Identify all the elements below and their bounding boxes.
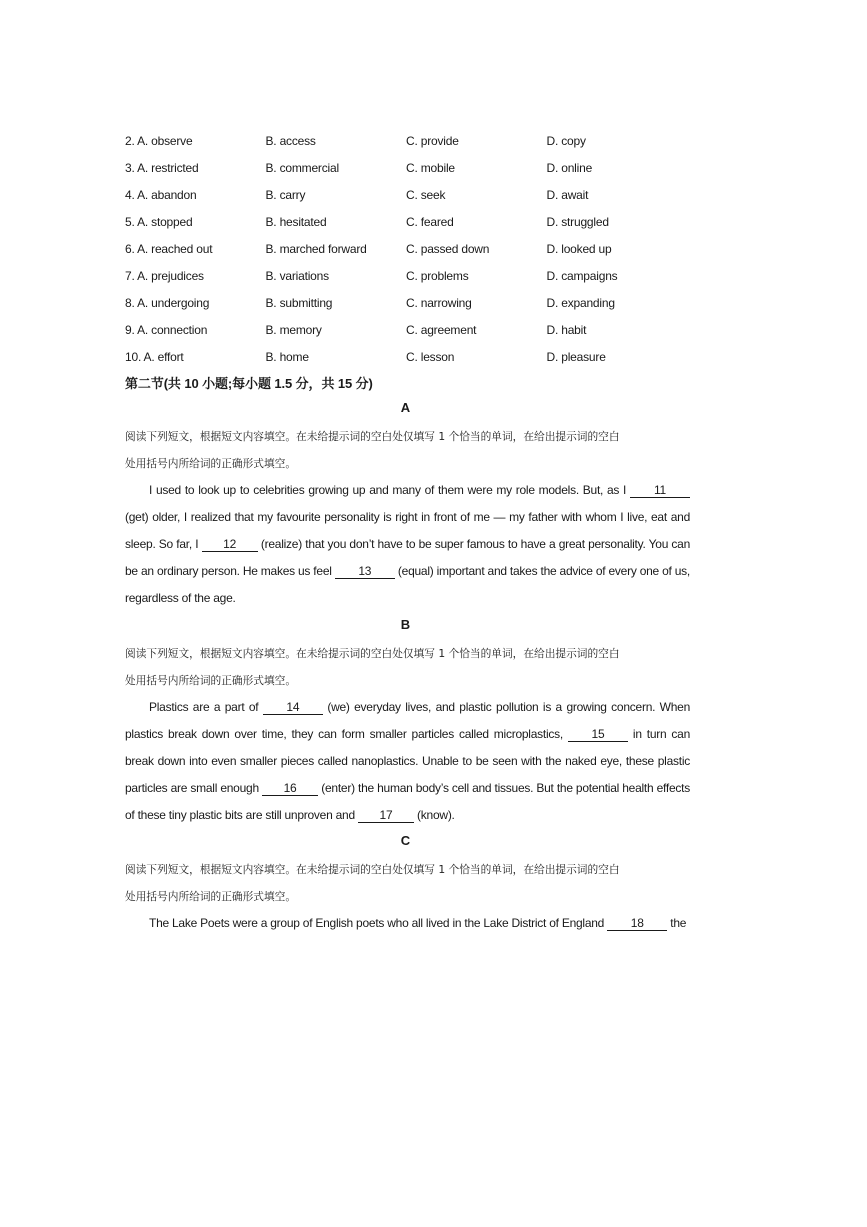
option-a: 4. A. abandon [125, 187, 197, 202]
passage-text: (we) everyday lives, and plastic pollution is a growing concern. When plastics break down over time, they can form smaller particles called microplastics, [125, 700, 691, 741]
passage-text: Plastics are a part of [149, 700, 263, 714]
option-b: B. memory [265, 322, 322, 337]
option-c: C. mobile [406, 160, 455, 175]
option-d: D. pleasure [546, 349, 606, 364]
passage-text: (realize) that you don’t have to be super famous to have a great personality. You can be an ordinary person. He makes us feel [125, 537, 690, 578]
instruction-line: 处用括号内所给词的正确形式填空。 [125, 674, 297, 687]
instruction-line: 处用括号内所给词的正确形式填空。 [125, 890, 297, 903]
instruction-line: 阅读下列短文，根据短文内容填空。在未给提示词的空白处仅填写 1 个恰当的单词，在给出提示词的空白 [125, 647, 620, 660]
option-row [125, 343, 745, 370]
instruction-line: 阅读下列短文，根据短文内容填空。在未给提示词的空白处仅填写 1 个恰当的单词，在给出提示词的空白 [125, 863, 620, 876]
part-a-label: A [400, 400, 411, 415]
option-row [125, 208, 745, 235]
blank-13[interactable]: 13 [335, 564, 395, 579]
option-c: C. provide [406, 133, 459, 148]
part-b-instructions [125, 640, 690, 694]
part-c-passage [125, 910, 690, 937]
option-d: D. copy [546, 133, 586, 148]
option-row [125, 289, 745, 316]
blank-15[interactable]: 15 [568, 727, 628, 742]
option-a: 2. A. observe [125, 133, 193, 148]
option-d: D. expanding [546, 295, 615, 310]
option-b: B. variations [265, 268, 329, 283]
option-d: D. looked up [546, 241, 612, 256]
option-b: B. home [265, 349, 309, 364]
option-row [125, 262, 745, 289]
instruction-line: 阅读下列短文，根据短文内容填空。在未给提示词的空白处仅填写 1 个恰当的单词，在给出提示词的空白 [125, 430, 620, 443]
option-row [125, 235, 745, 262]
blank-12[interactable]: 12 [202, 537, 258, 552]
option-d: D. await [546, 187, 589, 202]
choice-options-table [125, 127, 745, 370]
part-c-instructions [125, 856, 690, 910]
option-a: 10. A. effort [125, 349, 184, 364]
part-c-label: C [400, 833, 411, 848]
option-b: B. commercial [265, 160, 339, 175]
option-d: D. struggled [546, 214, 609, 229]
part-b-passage [125, 694, 690, 829]
option-b: B. submitting [265, 295, 333, 310]
option-a: 7. A. prejudices [125, 268, 204, 283]
blank-16[interactable]: 16 [262, 781, 318, 796]
option-d: D. habit [546, 322, 587, 337]
option-c: C. agreement [406, 322, 477, 337]
blank-11[interactable]: 11 [630, 483, 690, 498]
passage-text: I used to look up to celebrities growing up and many of them were my role models. But, as I [149, 483, 630, 497]
option-d: D. online [546, 160, 593, 175]
part-a-passage [125, 477, 690, 612]
option-b: B. carry [265, 187, 306, 202]
blank-18[interactable]: 18 [607, 916, 667, 931]
part-b-label: B [400, 617, 411, 632]
passage-text: (know). [413, 808, 455, 822]
part-a-instructions [125, 423, 690, 477]
option-a: 6. A. reached out [125, 241, 213, 256]
option-a: 3. A. restricted [125, 160, 199, 175]
passage-text: (enter) the human body’s cell and tissues. But the potential health effects of these tiny plastic bits are still unproven and [125, 781, 690, 822]
option-a: 8. A. undergoing [125, 295, 210, 310]
option-b: B. access [265, 133, 316, 148]
option-c: C. passed down [406, 241, 490, 256]
option-c: C. seek [406, 187, 446, 202]
passage-text: in turn can break down into even smaller pieces called nanoplastics. Unable to be seen with the naked eye, these plastic particles are small enough [125, 727, 690, 795]
passage-text: (get) older, I realized that my favourite personality is right in front of me — my father with whom I live, eat and sleep. So far, I [125, 510, 690, 551]
passage-text: the [667, 916, 687, 930]
option-row [125, 127, 745, 154]
option-row [125, 316, 745, 343]
option-row [125, 181, 745, 208]
option-a: 9. A. connection [125, 322, 208, 337]
option-c: C. narrowing [406, 295, 472, 310]
option-c: C. problems [406, 268, 469, 283]
option-c: C. lesson [406, 349, 455, 364]
blank-17[interactable]: 17 [358, 808, 414, 823]
option-row [125, 154, 745, 181]
instruction-line: 处用括号内所给词的正确形式填空。 [125, 457, 297, 470]
option-a: 5. A. stopped [125, 214, 193, 229]
passage-text: (equal) important and takes the advice of every one of us, regardless of the age. [125, 564, 690, 605]
blank-14[interactable]: 14 [263, 700, 323, 715]
passage-text: The Lake Poets were a group of English poets who all lived in the Lake District of England [149, 916, 608, 930]
option-b: B. hesitated [265, 214, 327, 229]
section-heading: 第二节(共 10 小题;每小题 1.5 分，共 15 分) [125, 376, 373, 391]
option-d: D. campaigns [546, 268, 618, 283]
option-b: B. marched forward [265, 241, 367, 256]
option-c: C. feared [406, 214, 454, 229]
